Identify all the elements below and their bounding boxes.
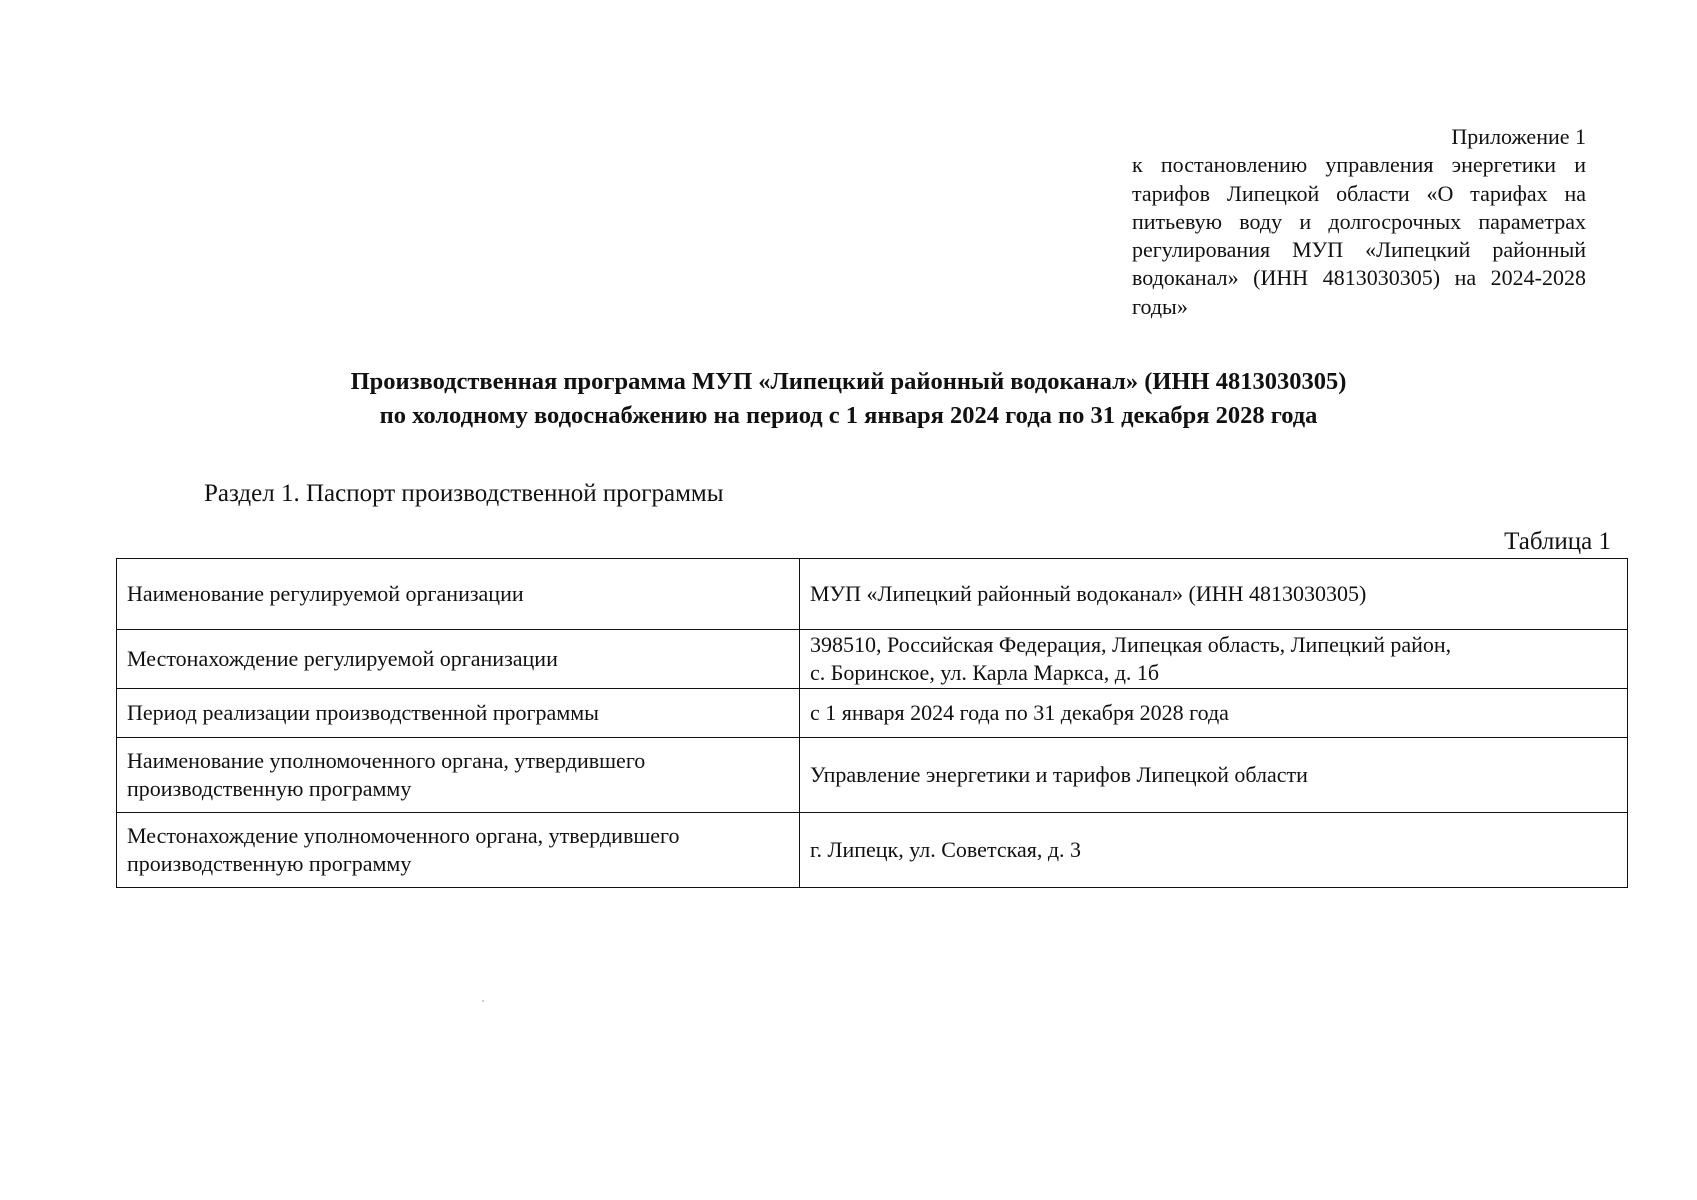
section-heading: Раздел 1. Паспорт производственной программы bbox=[204, 480, 724, 507]
table-label: Таблица 1 bbox=[1504, 528, 1611, 555]
table-row bbox=[117, 689, 1628, 738]
annex-block bbox=[1132, 123, 1586, 321]
table-row bbox=[117, 630, 1628, 689]
table-row bbox=[117, 559, 1628, 630]
row-value-line: с 1 января 2024 года по 31 декабря 2028 года bbox=[810, 700, 1229, 725]
row-value-line: 398510, Российская Федерация, Липецкая область, Липецкий район, bbox=[810, 632, 1452, 657]
row-value-line: г. Липецк, ул. Советская, д. 3 bbox=[810, 837, 1082, 862]
row-label: Местонахождение уполномоченного органа, утвердившего производственную программу bbox=[117, 813, 800, 888]
row-value-line: Управление энергетики и тарифов Липецкой области bbox=[810, 762, 1308, 787]
document-title-line-1: Производственная программа МУП «Липецкий районный водоканал» (ИНН 4813030305) bbox=[350, 368, 1347, 395]
table-row bbox=[117, 813, 1628, 888]
row-value bbox=[800, 738, 1628, 813]
row-label: Местонахождение регулируемой организации bbox=[117, 630, 800, 689]
row-value bbox=[800, 630, 1628, 689]
annex-text: к постановлению управления энергетики и тарифов Липецкой области «О тарифах на питьевую воду и долгосрочных параметрах регулирования МУП «Липецкий районный водоканал» (ИНН 4813030305) на 2024-2028 годы» bbox=[1132, 152, 1586, 319]
row-label: Наименование уполномоченного органа, утвердившего производственную программу bbox=[117, 738, 800, 813]
row-value-line: с. Боринское, ул. Карла Маркса, д. 1б bbox=[810, 660, 1160, 685]
document-title bbox=[0, 365, 1697, 433]
row-value bbox=[800, 689, 1628, 738]
table-row bbox=[117, 738, 1628, 813]
passport-table bbox=[116, 558, 1628, 888]
row-value bbox=[800, 559, 1628, 630]
row-value bbox=[800, 813, 1628, 888]
row-value-line: МУП «Липецкий районный водоканал» (ИНН 4813030305) bbox=[810, 581, 1367, 606]
row-label: Наименование регулируемой организации bbox=[117, 559, 800, 630]
annex-number: Приложение 1 bbox=[1451, 124, 1586, 149]
document-title-line-2: по холодному водоснабжению на период с 1 января 2024 года по 31 декабря 2028 года bbox=[379, 402, 1318, 429]
row-label: Период реализации производственной программы bbox=[117, 689, 800, 738]
scan-speck bbox=[482, 1000, 484, 1002]
